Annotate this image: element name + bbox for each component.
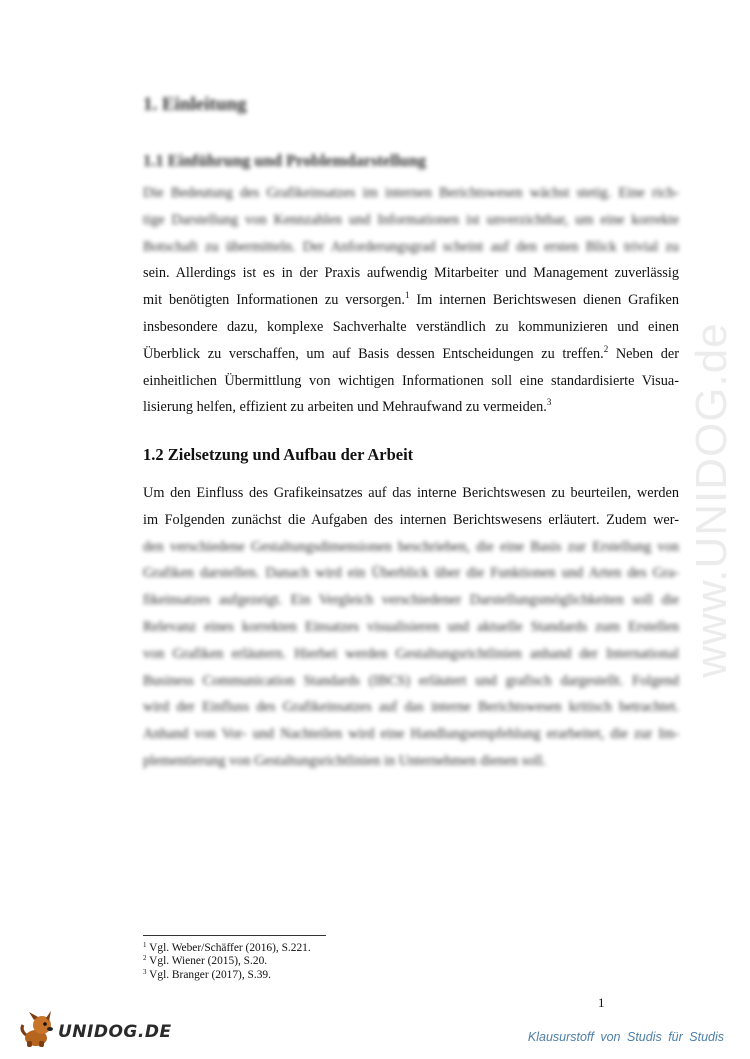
text-segment: mit benötigten Informationen zu versorgen. (143, 292, 405, 309)
text-line: Grafiken darstellen. Danach wird ein Überblick über die Funktionen und Arten des Gra- (143, 565, 679, 582)
footnote-2 (143, 955, 311, 968)
text-line (143, 287, 679, 314)
text-line: Die Bedeutung des Grafikeinsatzes im internen Berichtswesen wächst stetig. Eine rich- (143, 185, 679, 201)
text-line: plementierung von Gestaltungsrichtlinien in Unternehmen dienen soll. (143, 752, 547, 769)
tagline: Klausurstoff von Studis für Studis (527, 1030, 724, 1044)
text-line (143, 341, 679, 368)
footnote-ref: 2 (603, 343, 609, 354)
text-line: von Grafiken erläutern. Hierbei werden Gestaltungsrichtlinien anhand der International (143, 645, 679, 662)
section-heading-1-2: 1.2 Zielsetzung und Aufbau der Arbeit (143, 445, 414, 464)
text-line: Botschaft zu übermitteln. Der Anforderungsgrad scheint auf den ersten Blick trivial zu (143, 238, 679, 255)
section-1-2-paragraph (143, 480, 679, 775)
text-line: fikeinsatzes aufgezeigt. Ein Vergleich verschiedener Darstellungsmöglichkeiten soll die (143, 592, 679, 609)
unidog-logo[interactable] (18, 1008, 172, 1050)
dog-icon (18, 1008, 60, 1050)
text-segment: Überblick zu verschaffen, um auf Basis dessen Entscheidungen zu treffen. (143, 345, 604, 362)
text-segment: Neben der (608, 345, 680, 362)
footnotes (143, 942, 311, 982)
footnote-number: 3 (143, 967, 147, 976)
text-line: tige Darstellung von Kennzahlen und Informationen ist unverzichtbar, um eine korrekte (143, 211, 679, 228)
footnote-1 (143, 942, 311, 955)
text-line: Business Communication Standards (IBCS) erläutert und grafisch dargestellt. Folgend (143, 672, 679, 689)
text-line: einheitlichen Übermittlung von wichtigen Informationen soll eine standardisierte Visua- (143, 372, 679, 389)
footnote-text: Vgl. Branger (2017), S.39. (146, 968, 271, 981)
text-line: Anhand von Vor- und Nachteilen wird eine Handlungsempfehlung erarbeitet, die zur Im- (143, 726, 679, 743)
text-line: den verschiedene Gestaltungsdimensionen beschrieben, die eine Basis zur Erstellung von (143, 538, 679, 555)
page-number: 1 (598, 995, 605, 1010)
text-segment: lisierung helfen, effizient zu arbeiten und Mehraufwand zu vermeiden. (143, 399, 547, 416)
logo-text: UNIDOG.DE (58, 1022, 172, 1042)
section-1-1-paragraph (143, 180, 679, 421)
footnote-divider (143, 935, 326, 936)
footnote-text: Vgl. Weber/Schäffer (2016), S.221. (146, 942, 311, 954)
section-heading-1-1: 1.1 Einführung und Problemdarstellung (143, 151, 427, 170)
text-line: Um den Einfluss des Grafikeinsatzes auf das interne Berichtswesen zu beurteilen, werden (143, 485, 679, 501)
footnote-number: 1 (143, 941, 147, 949)
text-line: wird der Einfluss des Grafikeinsatzes auf das interne Berichtswesen kritisch betrachtet. (143, 699, 679, 716)
footnote-ref: 1 (404, 290, 410, 301)
footnote-text: Vgl. Wiener (2015), S.20. (146, 955, 268, 968)
text-segment: Im internen Berichtswesen dienen Grafiken (409, 292, 679, 309)
footnote-3 (143, 969, 311, 982)
text-line: sein. Allerdings ist es in der Praxis aufwendig Mitarbeiter und Management zuverlässig (143, 265, 679, 282)
text-line: insbesondere dazu, komplexe Sachverhalte verständlich zu kommunizieren und einen (143, 318, 679, 335)
text-line (143, 394, 679, 421)
watermark: www.UNIDOG.de (687, 322, 736, 678)
chapter-heading: 1. Einleitung (143, 94, 247, 115)
text-line: im Folgenden zunächst die Aufgaben des internen Berichtswesens erläutert. Zudem wer- (143, 511, 679, 528)
text-line: Relevanz eines korrekten Einsatzes visualisieren und aktuelle Standards zum Erstellen (143, 618, 679, 635)
footnote-number: 2 (143, 954, 147, 963)
footnote-ref: 3 (546, 397, 552, 408)
